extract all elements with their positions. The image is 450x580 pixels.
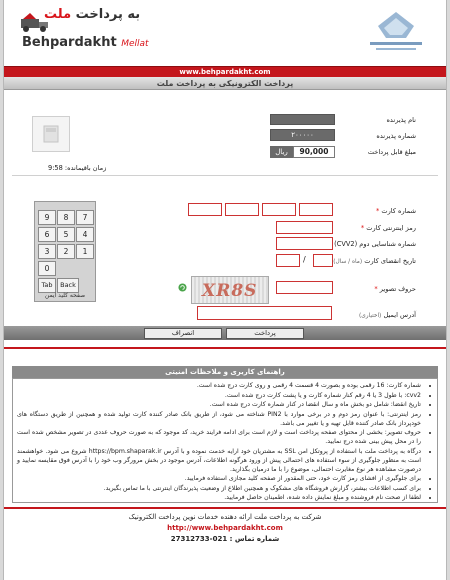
- footer-company: شرکت به پرداخت ملت ارائه دهنده خدمات نوین پرداخت الکترونیک: [128, 513, 322, 521]
- cancel-button[interactable]: انصراف: [144, 328, 222, 339]
- card-number-field-3[interactable]: [262, 203, 296, 216]
- secure-keypad: [34, 201, 96, 302]
- cvv2-input[interactable]: [276, 237, 333, 250]
- note-item: • شماره کارت: 16 رقمی بوده و بصورت 4 قسمت 4 رقمی و روی کارت درج شده است.: [17, 381, 421, 390]
- key-6[interactable]: 6: [38, 227, 56, 242]
- keypad-caption: صفحه کلید ایمن: [44, 292, 86, 299]
- notes-title: راهنمای کاربری و ملاحظات امنیتی: [12, 366, 438, 378]
- key-8[interactable]: 8: [57, 210, 75, 225]
- card-number-field-2[interactable]: [225, 203, 259, 216]
- key-9[interactable]: 9: [38, 210, 56, 225]
- key-0[interactable]: 0: [38, 261, 56, 276]
- security-notes: [12, 378, 438, 503]
- note-item: • حروف تصویر: بخشی از محتوای صفحه پرداخت است و لازم است برای ادامه فرایند خرید، کد موجود که به صورت حروف عددی در تصویر مشخص شده است را در محل پیش بینی شده درج نمایید.: [17, 428, 421, 446]
- behpardakht-logo: [12, 5, 162, 61]
- cvv2-label: شماره شناسایی دوم (CVV2): [334, 240, 416, 248]
- page-title: پرداخت الکترونیکی به پرداخت ملت: [4, 77, 446, 90]
- placeholder-image-icon: [33, 117, 69, 151]
- key-1[interactable]: 1: [76, 244, 94, 259]
- key-3[interactable]: 3: [38, 244, 56, 259]
- card-number-label: شماره کارت *: [375, 207, 416, 215]
- note-item: • رمز اینترنتی: با عنوان رمز دوم و در برخی موارد با PIN2 شناخته می شود، از طریق بانک صادر کننده کارت تولید شده و همچنین از طریق دستگاه های خودپرداز بانک صادر کننده قابل تهیه و یا تغییر می باشد.: [17, 410, 421, 428]
- header: [4, 0, 446, 66]
- pin2-label: رمز اینترنتی کارت *: [360, 224, 416, 232]
- refresh-captcha-icon[interactable]: [178, 283, 187, 292]
- note-item: • cvv2: با طول 3 یا 4 رقم کنار شماره کارت و یا پشت کارت درج شده است.: [17, 391, 421, 400]
- url-banner: www.behpardakht.com: [4, 66, 446, 77]
- divider: [12, 175, 438, 176]
- note-item: • برای جلوگیری از افشای رمز کارت خود، حتی المقدور از صفحه کلید مجازی استفاده فرمایید.: [17, 474, 421, 483]
- action-bar: [4, 326, 446, 340]
- email-input[interactable]: [197, 306, 332, 320]
- note-item: • تاریخ انقضا: شامل دو بخش ماه و سال انقضا در کنار شماره کارت درج شده است.: [17, 400, 421, 409]
- key-4[interactable]: 4: [76, 227, 94, 242]
- card-number-field-4[interactable]: [299, 203, 333, 216]
- key-2[interactable]: 2: [57, 244, 75, 259]
- merchant-name-value: [270, 114, 335, 125]
- card-number-field-1[interactable]: [188, 203, 222, 216]
- note-item: • لطفا از صحت نام فروشنده و مبلغ نمایش داده شده، اطمینان حاصل فرمایید.: [17, 493, 421, 502]
- note-item: • درگاه به پرداخت ملت با استفاده از پروتکل امن SSL به مشتریان خود ارایه خدمت نموده و با آدرس https://bpm.shaparak.ir شروع می شود. خواهشمند است به منظور جلوگیری از سوء استفاده های احتمالی پیش از ورود هرگونه اطلاعات، آدرس موجود در بخش مرورگر وب خود را با آدرس فوق مقایسه نمایید و درصورت مشاهده هر نوع مغایرت احتمالی، موضوع را با ما درمیان بگذارید.: [17, 447, 421, 474]
- brand-name-fa: به پرداخت ملت: [44, 7, 141, 22]
- currency-label: ریال: [270, 146, 293, 158]
- amount-label: مبلغ قابل پرداخت: [367, 148, 416, 156]
- footer-link[interactable]: http://www.behpardakht.com: [167, 524, 283, 532]
- key-7[interactable]: 7: [76, 210, 94, 225]
- email-label: آدرس ایمیل (اختیاری): [359, 311, 416, 319]
- expiry-year-input[interactable]: [276, 254, 300, 267]
- brand-name-en: Behpardakht Mellat: [22, 35, 149, 50]
- payment-page: [3, 0, 447, 580]
- amount-value: 90,000: [293, 146, 335, 158]
- pin2-input[interactable]: [276, 221, 333, 234]
- key-5[interactable]: 5: [57, 227, 75, 242]
- red-divider: [4, 347, 446, 349]
- merchant-logo: [32, 116, 70, 152]
- captcha-image: XR8S: [191, 276, 269, 304]
- merchant-id-label: شماره پذیرنده: [376, 132, 416, 140]
- merchant-id-value: ۲۰۰۰۰۰: [270, 129, 335, 141]
- expiry-label: تاریخ انقضای کارت (ماه / سال): [333, 257, 416, 265]
- merchant-name-label: نام پذیرنده: [386, 116, 416, 124]
- bank-mellat-logo: [356, 8, 436, 58]
- captcha-input[interactable]: [276, 281, 333, 294]
- captcha-label: حروف تصویر *: [374, 285, 416, 293]
- footer: [4, 507, 446, 580]
- pay-button[interactable]: پرداخت: [226, 328, 304, 339]
- footer-phone: شماره تماس : 021-27312733: [170, 535, 280, 543]
- key-tab[interactable]: Tab: [38, 278, 56, 293]
- note-item: • برای کسب اطلاعات بیشتر، گزارش فروشگاه های مشکوک و همچنین اطلاع از وضعیت پذیرندگان اینترنتی با ما تماس بگیرید.: [17, 484, 421, 493]
- remaining-time: زمان باقیمانده: 9:58: [48, 164, 107, 172]
- expiry-month-input[interactable]: [313, 254, 333, 267]
- expiry-separator: /: [303, 255, 306, 264]
- key-back[interactable]: Back: [57, 278, 79, 293]
